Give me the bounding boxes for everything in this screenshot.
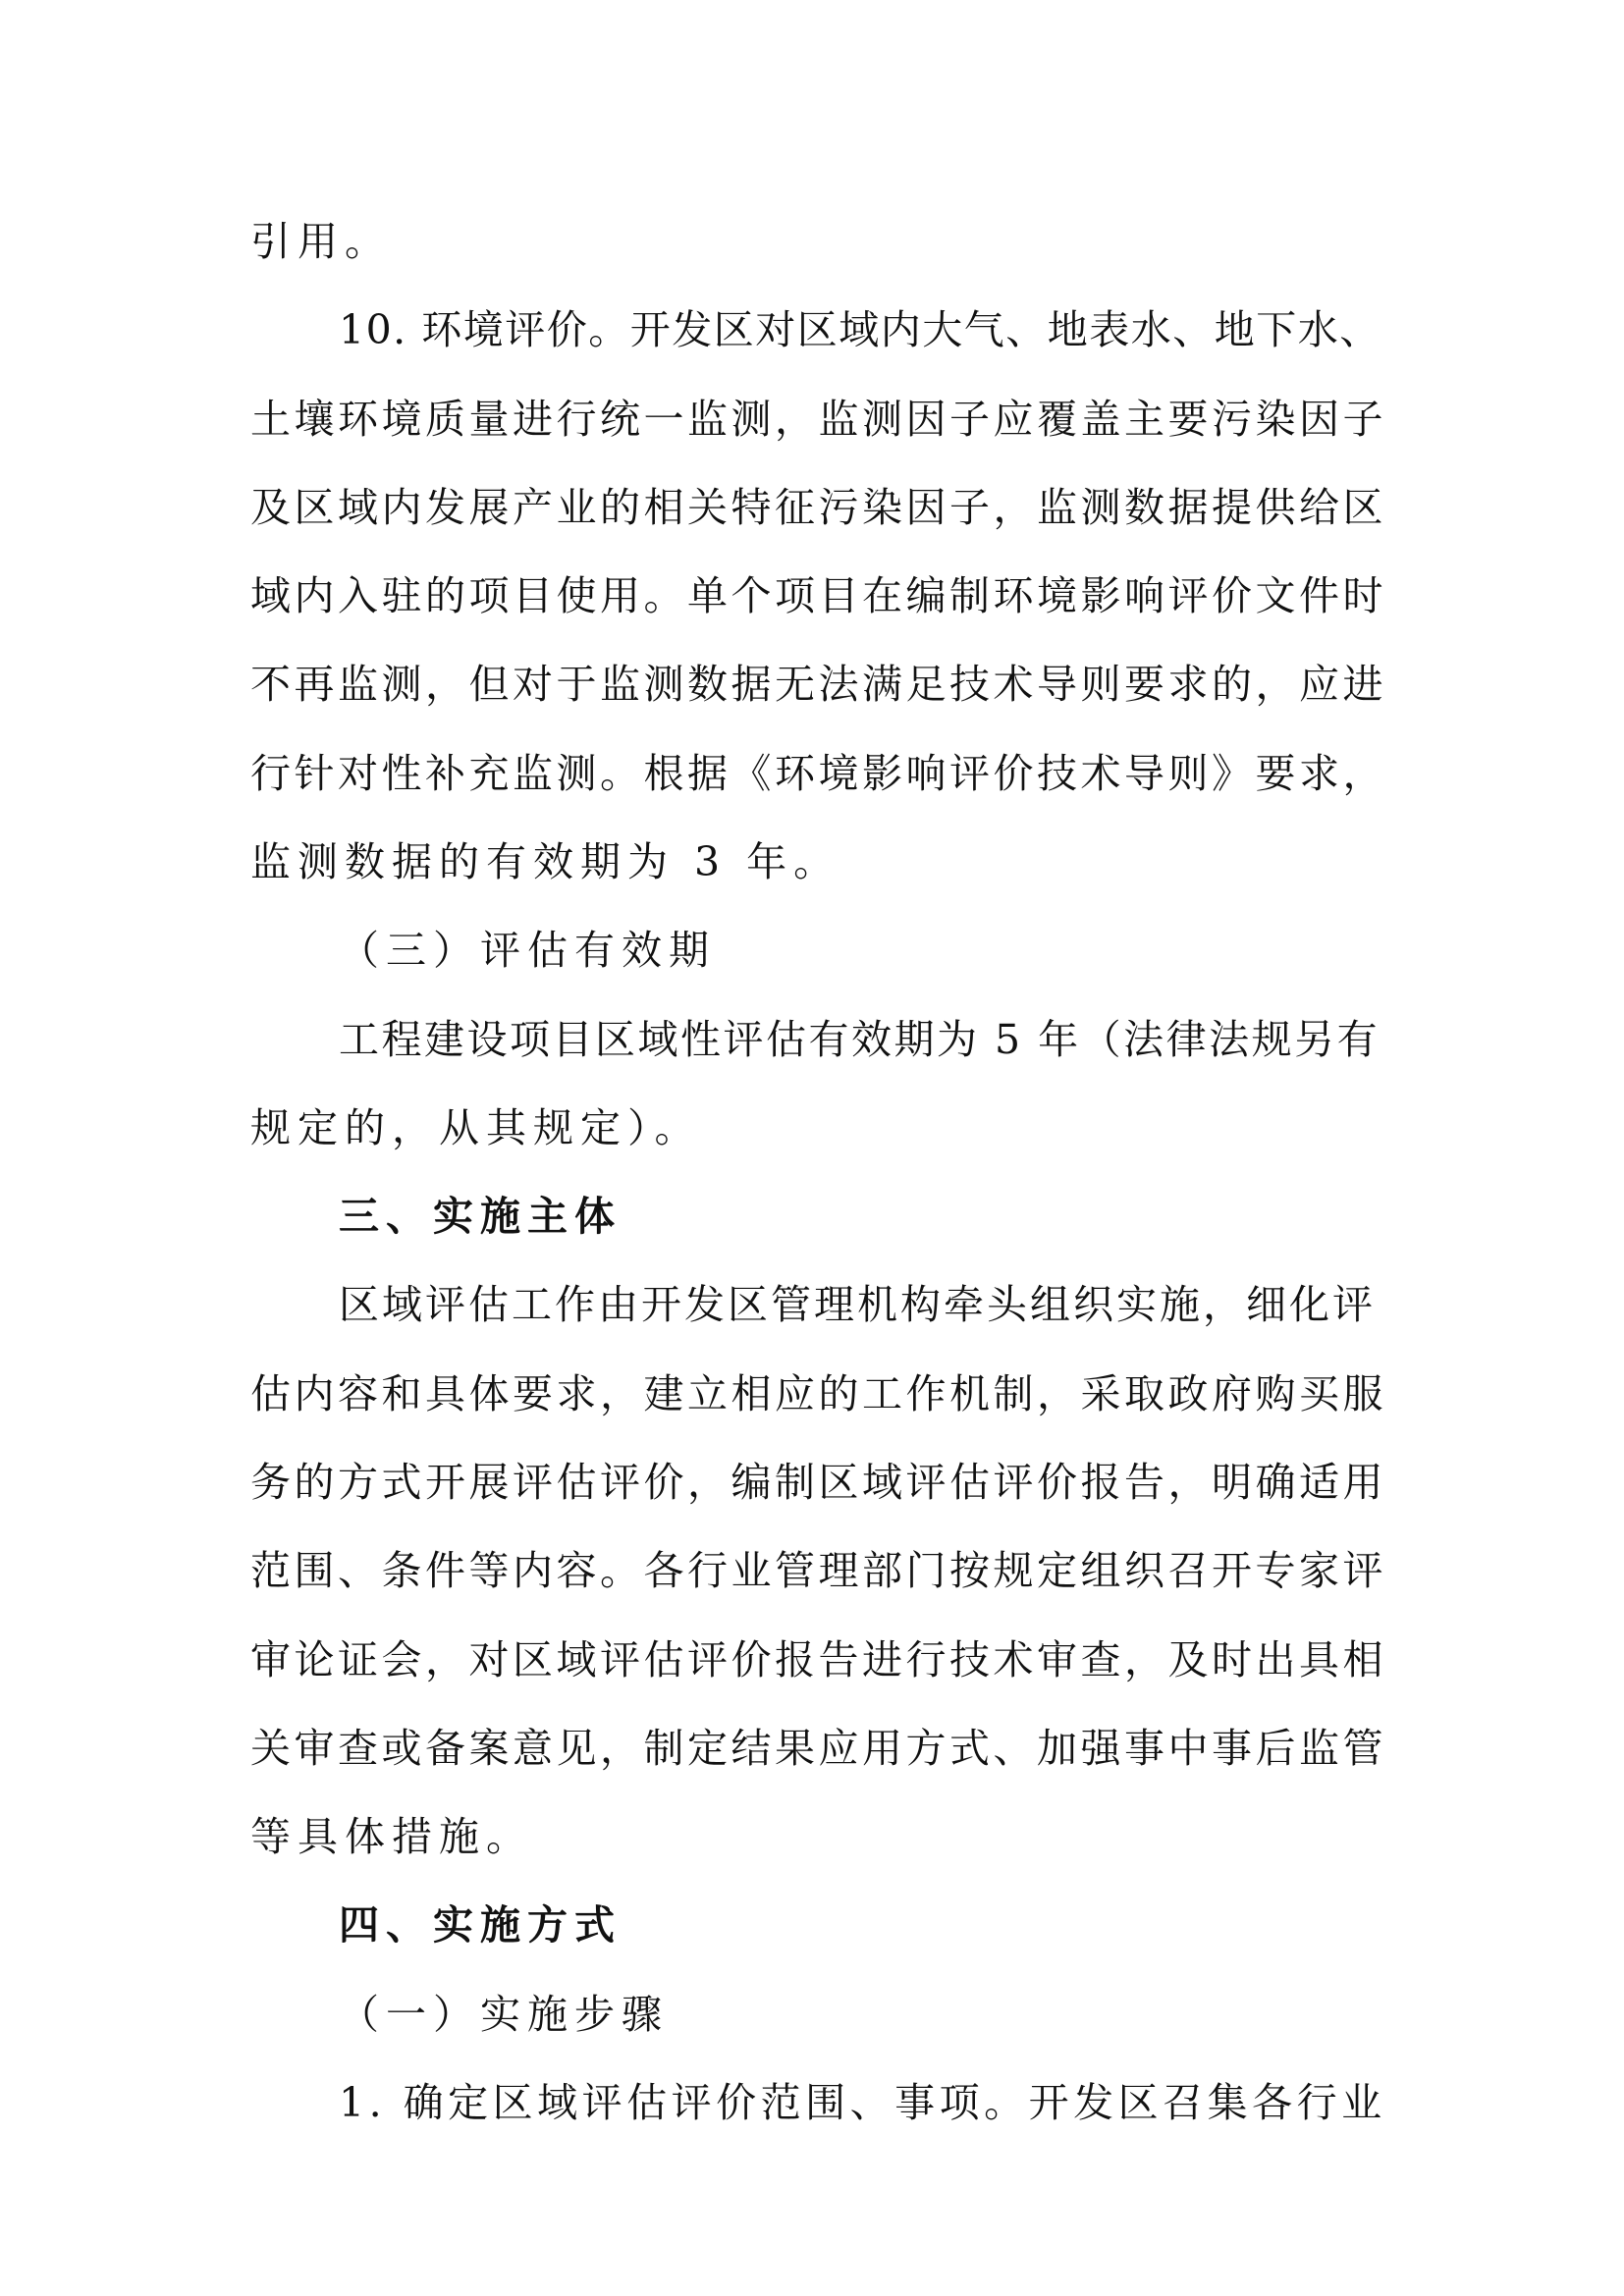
text-line: 关审查或备案意见，制定结果应用方式、加强事中事后监管 bbox=[250, 1725, 1386, 1772]
text-line: 工程建设项目区域性评估有效期为 5 年（法律法规另有 bbox=[339, 1016, 1380, 1063]
text-line: 10. 环境评价。开发区对区域内大气、地表水、地下水、 bbox=[339, 306, 1381, 353]
section-heading: 四、实施方式 bbox=[339, 1901, 622, 1949]
text-line: 区域评估工作由开发区管理机构牵头组织实施，细化评 bbox=[339, 1281, 1376, 1328]
text-line: 及区域内发展产业的相关特征污染因子，监测数据提供给区 bbox=[250, 484, 1386, 531]
text-line: 务的方式开展评估评价，编制区域评估评价报告，明确适用 bbox=[250, 1459, 1386, 1506]
section-heading: 三、实施主体 bbox=[339, 1193, 622, 1240]
text-line: 1. 确定区域评估评价范围、事项。开发区召集各行业 bbox=[339, 2079, 1386, 2126]
text-line: 估内容和具体要求，建立相应的工作机制，采取政府购买服 bbox=[250, 1370, 1386, 1417]
text-line: 引用。 bbox=[250, 218, 392, 265]
text-line: 监测数据的有效期为 3 年。 bbox=[250, 838, 841, 885]
text-line: 土壤环境质量进行统一监测，监测因子应覆盖主要污染因子 bbox=[250, 396, 1386, 443]
section-subheading: （一）实施步骤 bbox=[339, 1991, 669, 2038]
text-line: 等具体措施。 bbox=[250, 1813, 533, 1860]
text-line: 域内入驻的项目使用。单个项目在编制环境影响评价文件时 bbox=[250, 572, 1386, 619]
text-line: 范围、条件等内容。各行业管理部门按规定组织召开专家评 bbox=[250, 1547, 1386, 1594]
section-subheading: （三）评估有效期 bbox=[339, 927, 716, 974]
text-line: 不再监测，但对于监测数据无法满足技术导则要求的，应进 bbox=[250, 661, 1386, 708]
text-line: 行针对性补充监测。根据《环境影响评价技术导则》要求， bbox=[250, 750, 1386, 797]
text-line: 规定的，从其规定）。 bbox=[250, 1104, 702, 1151]
text-line: 审论证会，对区域评估评价报告进行技术审查，及时出具相 bbox=[250, 1636, 1386, 1683]
